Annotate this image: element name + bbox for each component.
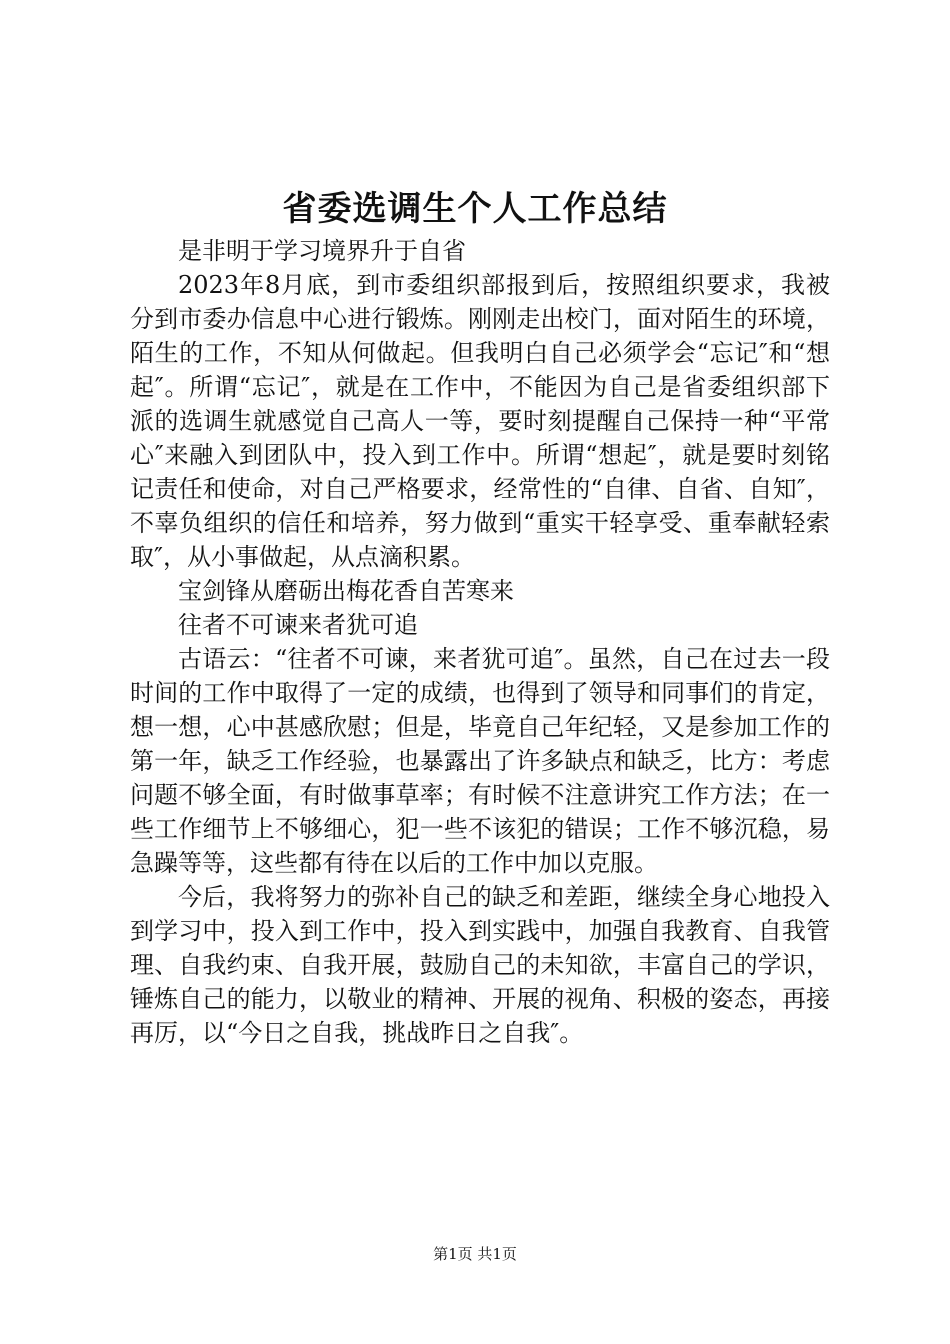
paragraph-heading-2: 宝剑锋从磨砺出梅花香自苦寒来 (178, 577, 514, 605)
paragraph-2: 古语云：“往者不可谏，来者犹可追″。虽然，自己在过去一段时间的工作中取得了一定的成绩，也得到了领导和同事们的肯定，想一想，心中甚感欣慰；但是，毕竟自己年纪轻，又是参加工作的第一年，缺乏工作经验，也暴露出了许多缺点和缺乏，比方：考虑问题不够全面，有时做事草率；有时候不注意讲究工作方法；在一些工作细节上不够细心，犯一些不该犯的错误；工作不够沉稳，易急躁等等，这些都有待在以后的工作中加以克服。 (130, 645, 830, 877)
paragraph-heading-3: 往者不可谏来者犹可追 (178, 611, 418, 639)
paragraph-heading-1: 是非明于学习境界升于自省 (178, 237, 466, 265)
document-body (130, 234, 830, 1050)
paragraph-3: 今后，我将努力的弥补自己的缺乏和差距，继续全身心地投入到学习中，投入到工作中，投入到实践中，加强自我教育、自我管理、自我约束、自我开展，鼓励自己的未知欲，丰富自己的学识，锤炼自己的能力，以敬业的精神、开展的视角、积极的姿态，再接再厉，以“今日之自我，挑战昨日之自我″。 (130, 883, 830, 1047)
paragraph-1: 2023年8月底，到市委组织部报到后，按照组织要求，我被分到市委办信息中心进行锻炼。刚刚走出校门，面对陌生的环境，陌生的工作，不知从何做起。但我明白自己必须学会“忘记″和“想起″。所谓“忘记″，就是在工作中，不能因为自己是省委组织部下派的选调生就感觉自己高人一等，要时刻提醒自己保持一种“平常心″来融入到团队中，投入到工作中。所谓“想起″，就是要时刻铭记责任和使命，对自己严格要求，经常性的“自律、自省、自知″，不辜负组织的信任和培养，努力做到“重实干轻享受、重奉献轻索取″，从小事做起，从点滴积累。 (130, 271, 830, 571)
page-footer: 第1页 共1页 (433, 1245, 517, 1263)
document-title: 省委选调生个人工作总结 (282, 189, 668, 229)
